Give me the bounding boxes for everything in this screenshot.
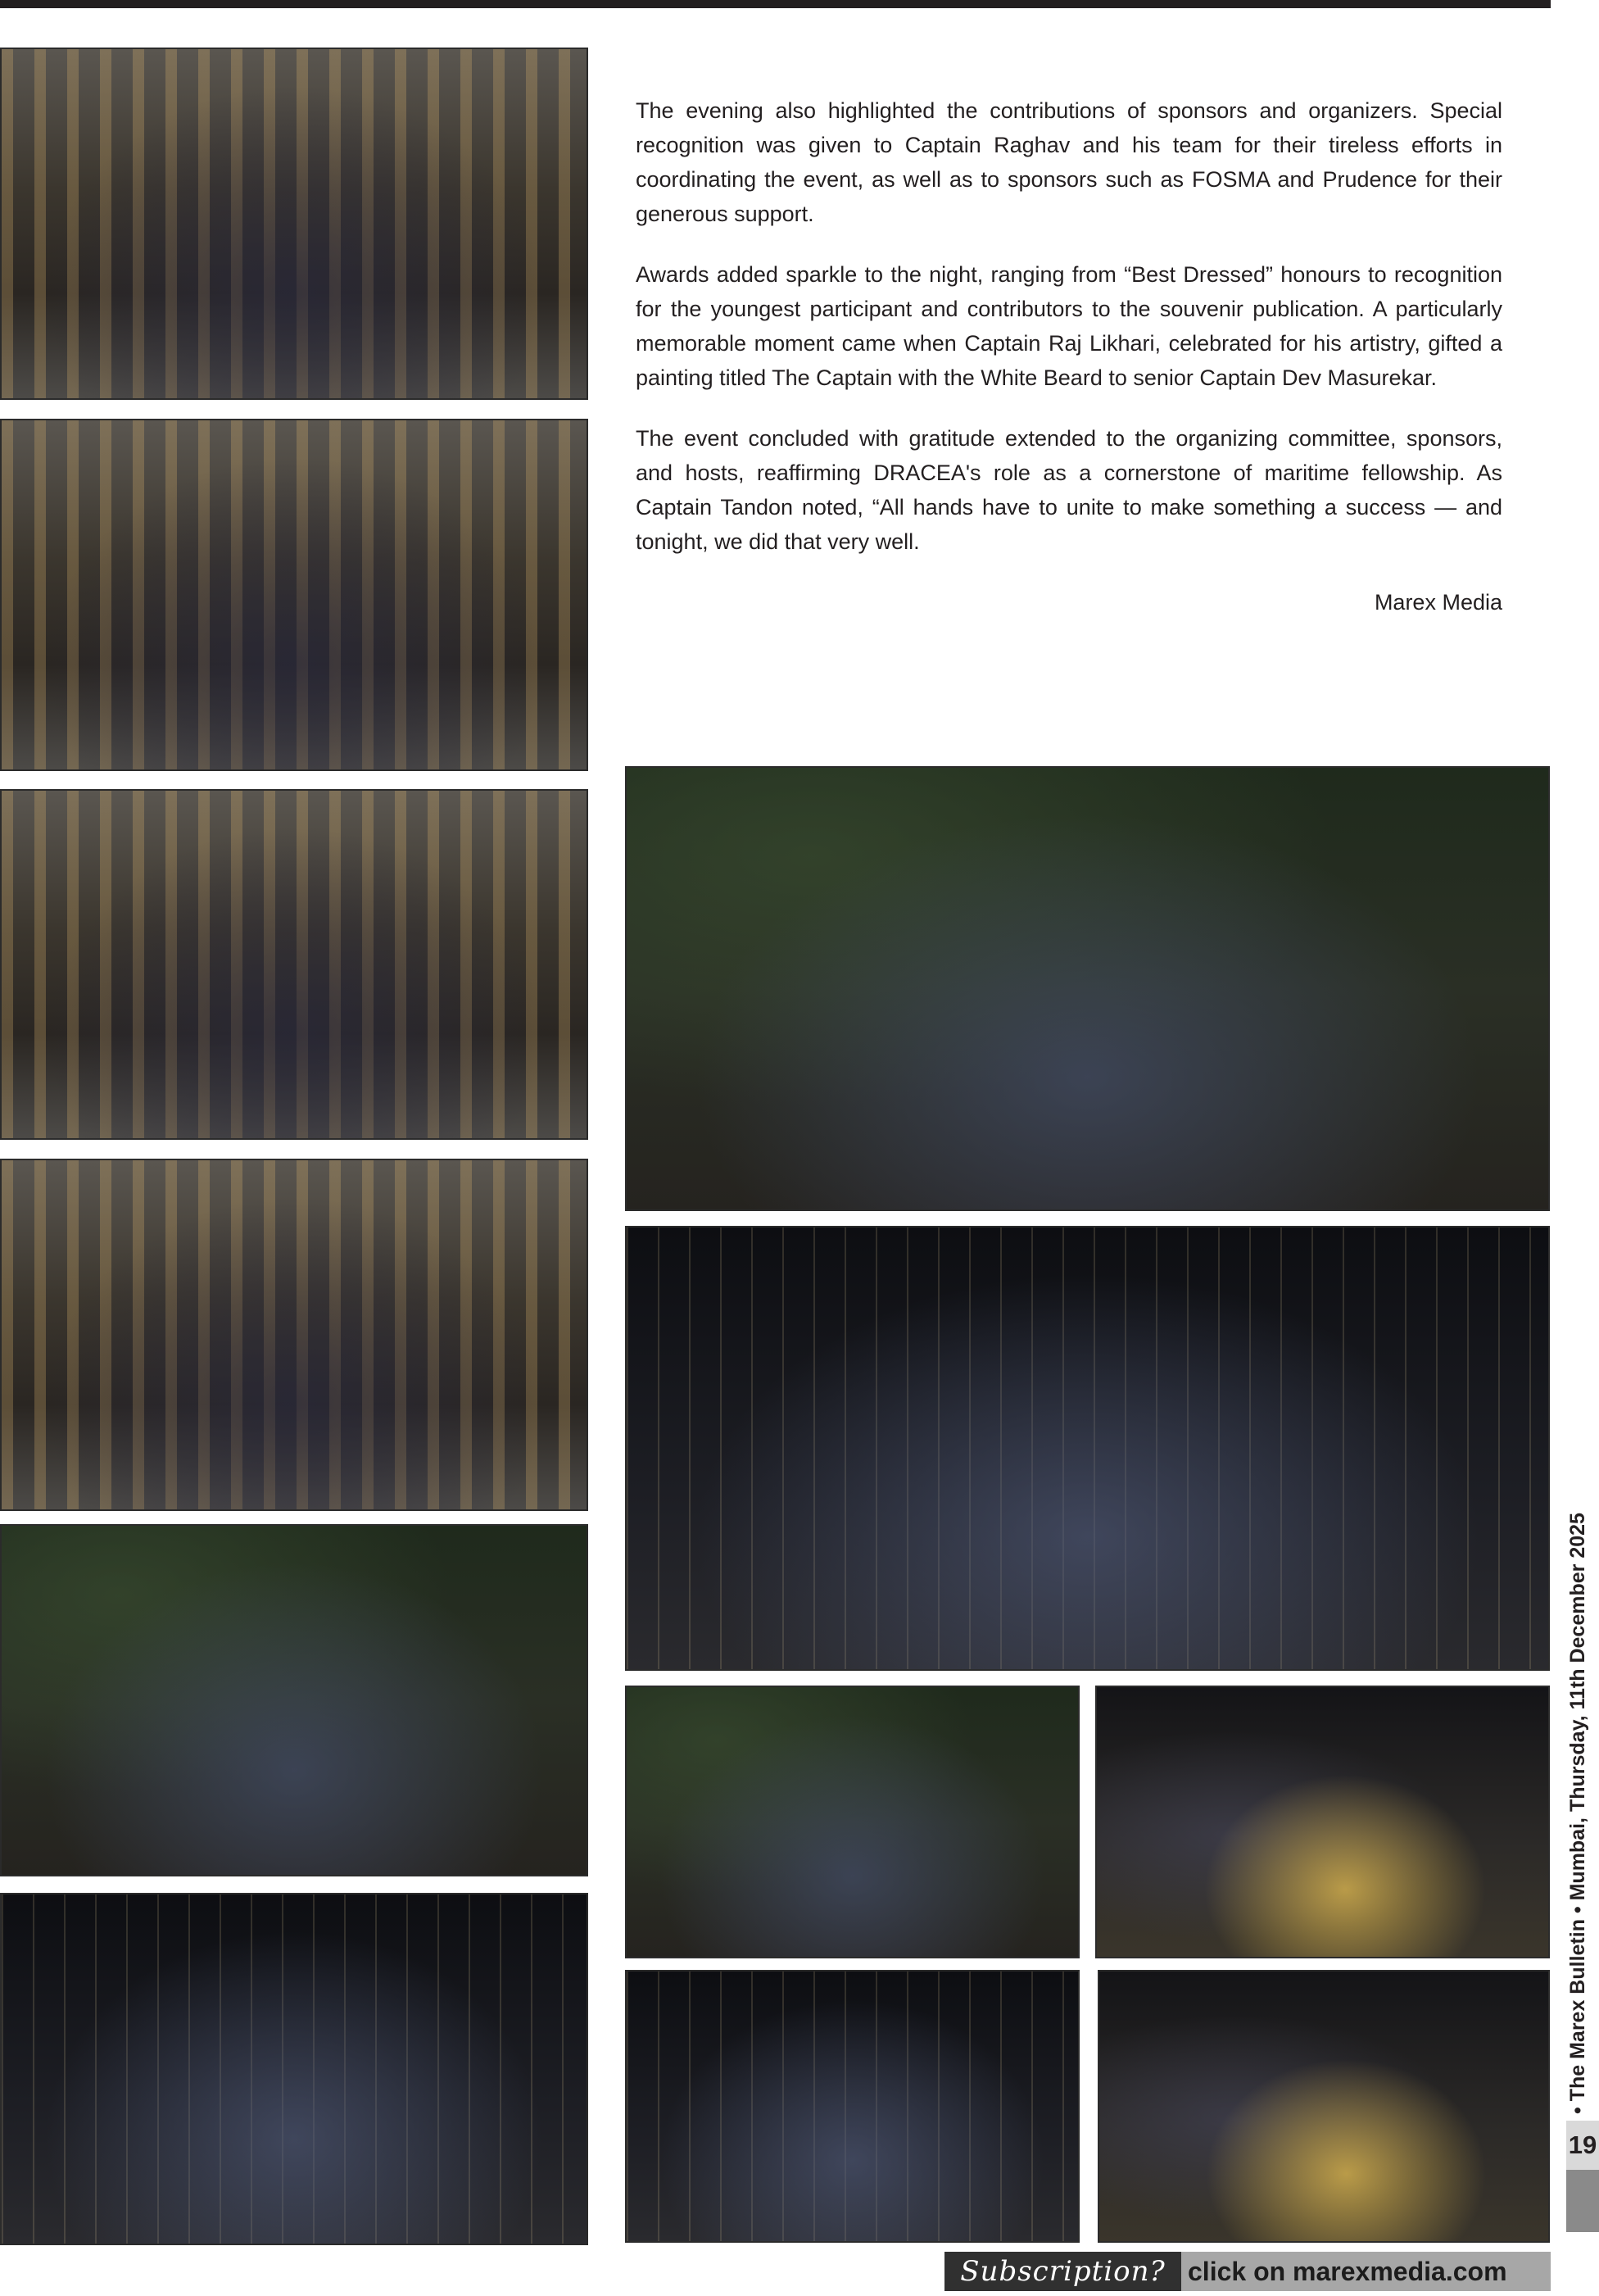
photo-dinner-table <box>1095 1686 1550 1958</box>
photo-five-men-toast <box>0 1893 588 2245</box>
subscription-prompt: Subscription? <box>944 2252 1181 2291</box>
subscription-link[interactable]: click on marexmedia.com <box>1181 2252 1551 2291</box>
subscription-bar <box>944 2252 1551 2291</box>
photo-three-women-table <box>1098 1970 1550 2243</box>
article-paragraph: The event concluded with gratitude extended to the organizing committee, sponsors, and hosts, reaffirming DRACEA's role as a cornerstone of maritime fellowship. As Captain Tandon noted, “All hands have to unite to make something a success — and tonight, we did that very well. <box>636 426 1502 554</box>
photo-red-gift-presentation <box>0 789 588 1140</box>
photo-three-men-dark <box>625 1686 1080 1958</box>
top-rule <box>0 0 1551 8</box>
article-body <box>636 93 1502 646</box>
photo-large-group-garden <box>625 766 1550 1211</box>
bulletin-credit: • The Marex Bulletin • Mumbai, Thursday, 11th December 2025 <box>1566 1513 1589 2114</box>
photo-six-men-string-lights <box>625 1226 1550 1671</box>
photo-four-guests <box>625 1970 1080 2243</box>
article-signoff: Marex Media <box>1374 590 1502 615</box>
photo-holographic-gift-presentation <box>0 1159 588 1511</box>
photo-award-presentation-group <box>0 48 588 400</box>
page-number: 19 <box>1566 2121 1599 2170</box>
article-paragraph: The evening also highlighted the contributions of sponsors and organizers. Special recognition was given to Captain Raghav and his team for their tireless efforts in coordinating the event, as well as to sponsors such as FOSMA and Prudence for their generous support. <box>636 98 1502 226</box>
photo-three-men-logo-backdrop <box>0 1524 588 1876</box>
article-paragraph: Awards added sparkle to the night, ranging from “Best Dressed” honours to recognition for the youngest participant and contributors to the souvenir publication. A particularly memorable moment came when Captain Raj Likhari, celebrated for his artistry, gifted a painting titled The Captain with the White Beard to senior Captain Dev Masurekar. <box>636 262 1502 390</box>
photo-family-gift-presentation <box>0 419 588 771</box>
